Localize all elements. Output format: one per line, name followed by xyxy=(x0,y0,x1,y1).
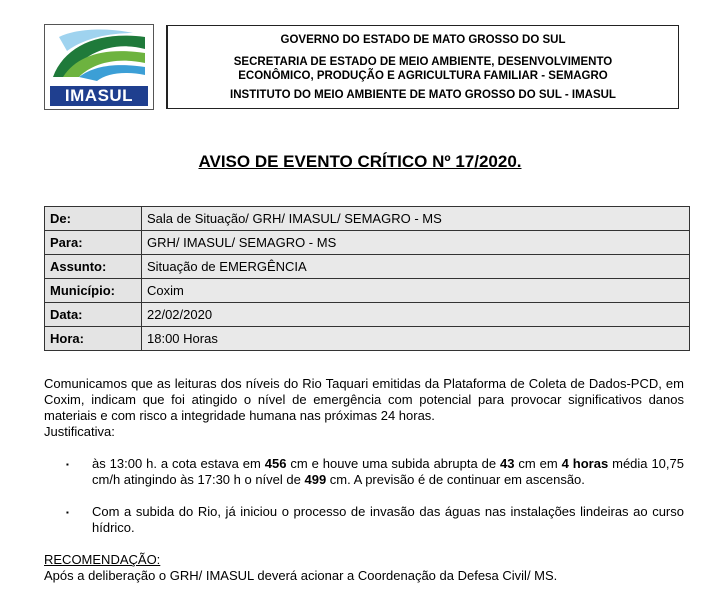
bullet1-value: 4 horas xyxy=(561,456,609,471)
bullet1-text: média 10,75 cm/h atingindo às 17:30 h o nível de xyxy=(92,456,684,487)
row-label: Data: xyxy=(45,303,142,327)
table-row xyxy=(45,279,690,303)
row-value: Situação de EMERGÊNCIA xyxy=(142,255,690,279)
row-label: Município: xyxy=(45,279,142,303)
bullet1-text: cm em xyxy=(514,456,562,471)
bullet1-text: às 13:00 h. a cota estava em xyxy=(92,456,265,471)
justification-label: Justificativa: xyxy=(44,424,115,439)
row-value: Coxim xyxy=(142,279,690,303)
header-secretariat-line2: ECONÔMICO, PRODUÇÃO E AGRICULTURA FAMILIAR - SEMAGRO xyxy=(238,70,608,82)
bullet-marker-2: ▪ xyxy=(66,508,69,517)
table-row xyxy=(45,231,690,255)
communication-text: Comunicamos que as leituras dos níveis do Rio Taquari emitidas da Plataforma de Coleta de Dados-PCD, em Coxim, indicam que foi atingido o nível de emergência com potencial para provocar significativos danos materiais e com risco a integridade humana nas próximas 24 horas. xyxy=(44,376,684,423)
table-row xyxy=(45,255,690,279)
header-government: GOVERNO DO ESTADO DE MATO GROSSO DO SUL xyxy=(280,34,566,46)
institution-header xyxy=(166,25,679,109)
logo-text: IMASUL xyxy=(50,86,148,106)
imasul-logo xyxy=(44,24,154,110)
row-value: Sala de Situação/ GRH/ IMASUL/ SEMAGRO - MS xyxy=(142,207,690,231)
row-value: 18:00 Horas xyxy=(142,327,690,351)
table-row xyxy=(45,327,690,351)
recommendation-title: RECOMENDAÇÃO: xyxy=(44,552,161,567)
bullet1-value: 499 xyxy=(304,472,327,487)
bullet1-value: 456 xyxy=(264,456,287,471)
info-table xyxy=(44,206,690,351)
bullet-marker-1: ▪ xyxy=(66,460,69,469)
row-value: 22/02/2020 xyxy=(142,303,690,327)
table-row xyxy=(45,303,690,327)
bullet-item-1 xyxy=(92,456,684,488)
row-label: Para: xyxy=(45,231,142,255)
bullet1-text: cm e houve uma subida abrupta de xyxy=(286,456,500,471)
bullet1-text: cm. A previsão é de continuar em ascensão. xyxy=(326,472,585,487)
header-institute: INSTITUTO DO MEIO AMBIENTE DE MATO GROSSO DO SUL - IMASUL xyxy=(230,89,616,101)
logo-swoosh-icon xyxy=(45,25,153,87)
body-paragraph xyxy=(44,376,684,440)
row-label: Assunto: xyxy=(45,255,142,279)
row-label: De: xyxy=(45,207,142,231)
bullet-item-2: Com a subida do Rio, já iniciou o processo de invasão das águas nas instalações lindeiras ao curso hídrico. xyxy=(92,504,684,535)
document-title: AVISO DE EVENTO CRÍTICO Nº 17/2020. xyxy=(198,152,522,171)
header-secretariat-line1: SECRETARIA DE ESTADO DE MEIO AMBIENTE, DESENVOLVIMENTO xyxy=(233,56,613,68)
recommendation-text: Após a deliberação o GRH/ IMASUL deverá acionar a Coordenação da Defesa Civil/ MS. xyxy=(44,568,558,583)
table-row xyxy=(45,207,690,231)
row-value: GRH/ IMASUL/ SEMAGRO - MS xyxy=(142,231,690,255)
bullet1-value: 43 xyxy=(499,456,515,471)
header-secretariat xyxy=(168,55,678,83)
row-label: Hora: xyxy=(45,327,142,351)
